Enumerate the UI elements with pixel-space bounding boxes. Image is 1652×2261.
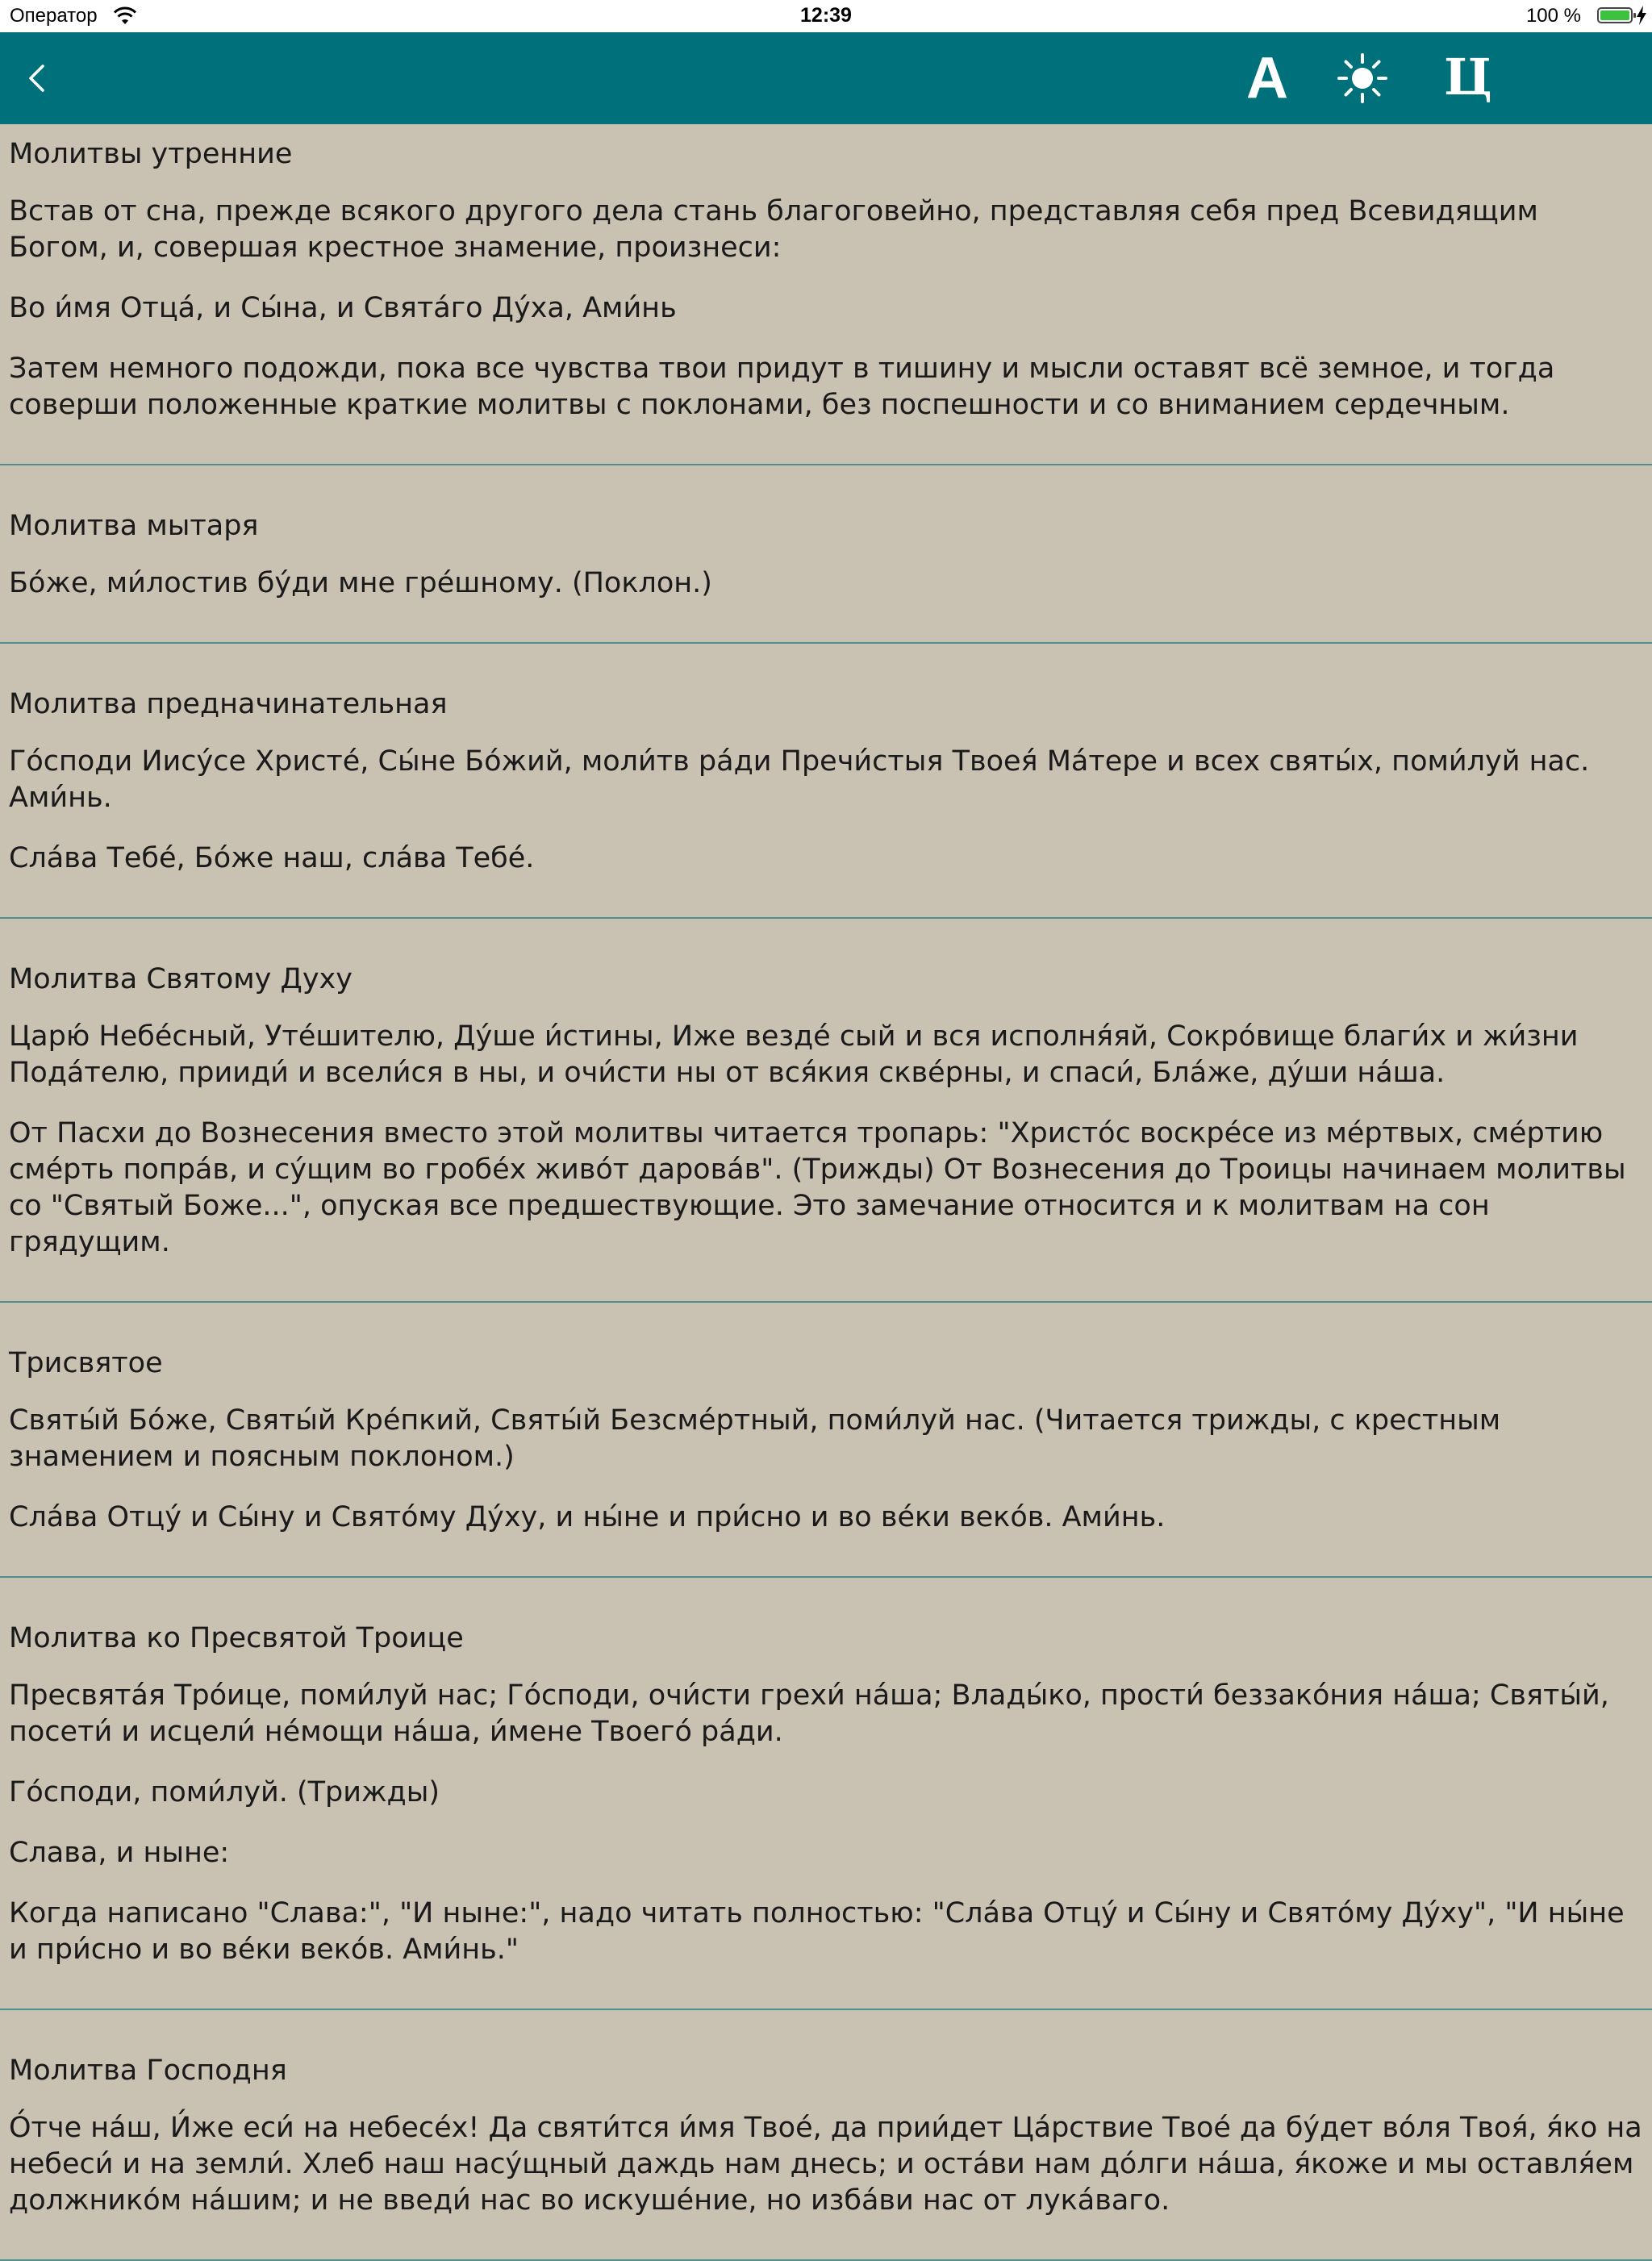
back-button[interactable] [18, 58, 58, 98]
charging-bolt-icon [1636, 6, 1647, 25]
section-title: Молитвы утренние [9, 138, 293, 170]
section-title: Молитва Господня [9, 2055, 287, 2087]
section-text: Когда написано "Слава:", "И ныне:", надо читать полностью: "Сла́ва Отцу́ и Сы́ну и Свято́му Ду́ху", "И ны́не и при́сно и во ве́ки веко́в. Ами́нь." [9, 1897, 1625, 1966]
section-text: Встав от сна, прежде всякого другого дела стань благоговейно, представляя себя пред Всевидящим Богом, и, совершая крестное знамение, произнеси: [9, 195, 1538, 264]
section-title: Молитва мытаря [9, 510, 259, 542]
section-text: Во и́мя Отца́, и Сы́на, и Свята́го Ду́ха, Ами́нь [9, 292, 677, 324]
section-publican-prayer [0, 465, 1652, 644]
section-morning-prayers [0, 124, 1652, 465]
section-initial-prayer [0, 644, 1652, 919]
section-text: Пресвята́я Тро́ице, поми́луй нас; Го́споди, очи́сти грехи́ на́ша; Влады́ко, прости́ беззако́ния на́ша; Святы́й, посети́ и исцели́ не́мощи на́ша, и́мене Твоего́ ра́ди. [9, 1679, 1609, 1748]
section-text: Слава, и ныне: [9, 1837, 230, 1869]
sun-icon [1339, 55, 1386, 102]
section-title: Молитва предначинательная [9, 688, 448, 720]
battery-icon [1597, 7, 1633, 23]
status-bar [0, 0, 1652, 32]
section-trisagion [0, 1303, 1652, 1578]
section-title: Молитва Святому Духу [9, 963, 353, 995]
section-text: Сла́ва Отцу́ и Сы́ну и Свято́му Ду́ху, и ны́не и при́сно и во ве́ки веко́в. Ами́нь. [9, 1501, 1166, 1533]
section-text: Го́споди, поми́луй. (Трижды) [9, 1776, 440, 1808]
section-holy-trinity-prayer [0, 1578, 1652, 2010]
battery-fill [1600, 10, 1629, 20]
font-size-button[interactable]: A [1246, 46, 1288, 111]
prayer-content[interactable] [0, 124, 1652, 2261]
section-title: Трисвятое [9, 1347, 163, 1379]
section-text: Святы́й Бо́же, Святы́й Кре́пкий, Святы́й Безсме́ртный, поми́луй нас. (Читается трижды, с крестным знамением и поясным поклоном.) [9, 1404, 1501, 1473]
brightness-button[interactable] [1334, 50, 1391, 106]
section-text: Сла́ва Тебе́, Бо́же наш, сла́ва Тебе́. [9, 842, 535, 874]
section-title: Молитва ко Пресвятой Троице [9, 1622, 464, 1654]
section-text: Царю́ Небе́сный, Уте́шителю, Ду́ше и́стины, Иже везде́ сый и вся исполня́яй, Сокро́вище благи́х и жи́зни Пода́телю, прииди́ и всели́ся в ны, и очи́сти ны от вся́кия скве́рны, и спаси́, Бла́же, ду́ши на́ша. [9, 1020, 1579, 1089]
section-lords-prayer [0, 2010, 1652, 2261]
carrier-label: Оператор [10, 5, 98, 27]
section-text: Затем немного подожди, пока все чувства твои придут в тишину и мысли оставят всё земное, и тогда соверши положенные краткие молитвы с поклонами, без поспешности и со вниманием сердечным. [9, 352, 1555, 421]
section-text: О́тче на́ш, И́же еси́ на небесе́х! Да святи́тся и́мя Твое́, да прии́дет Ца́рствие Твое́ да бу́дет во́ля Твоя́, я́ко на небеси́ и на земли́. Хлеб наш насу́щный даждь нам днесь; и оста́ви нам до́лги на́ша, я́коже и мы оставля́ем должнико́м на́шим; и не введи́ нас во искуше́ние, но изба́ви нас от лука́ваго. [9, 2112, 1642, 2217]
section-text: От Пасхи до Вознесения вместо этой молитвы читается тропарь: "Христо́с воскре́се из ме́ртвых, сме́ртию сме́рть попра́в, и су́щим во гробе́х живо́т дарова́в". (Трижды) От Вознесения до Троицы начинаем молитвы со "Святый Боже...", опуская все предшествующие. Это замечание относится и к молитвам на сон грядущим. [9, 1117, 1626, 1258]
church-slavonic-button[interactable]: Ц [1444, 48, 1492, 106]
nav-bar [0, 32, 1652, 124]
clock: 12:39 [800, 4, 852, 27]
section-text: Го́споди Иису́се Христе́, Сы́не Бо́жий, моли́тв ра́ди Пречи́стыя Твоея́ Ма́тере и всех святы́х, поми́луй нас. Ами́нь. [9, 745, 1590, 814]
battery-percent: 100 % [1525, 5, 1581, 27]
chevron-left-icon [31, 66, 43, 90]
section-text: Бо́же, ми́лостив бу́ди мне гре́шному. (Поклон.) [9, 567, 712, 599]
section-holy-spirit-prayer [0, 919, 1652, 1303]
